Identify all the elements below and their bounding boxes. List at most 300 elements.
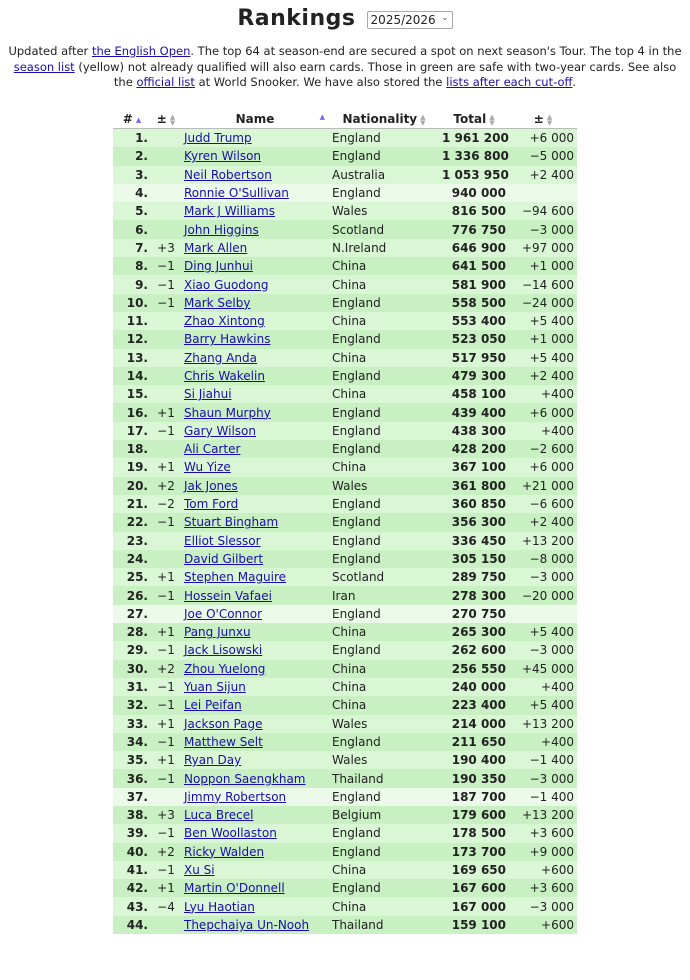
row-points-change: +6 000 — [529, 131, 574, 146]
player-link[interactable]: Elliot Slessor — [184, 533, 261, 548]
row-points-change-cell — [509, 769, 577, 787]
player-link[interactable]: Zhou Yuelong — [184, 661, 266, 676]
row-points-change: −3 000 — [529, 771, 574, 786]
row-nationality-cell — [329, 568, 439, 586]
table-row — [113, 715, 577, 733]
row-position-cell — [113, 788, 151, 806]
player-link[interactable]: Joe O'Connor — [184, 606, 263, 621]
row-player-name-cell — [181, 403, 329, 421]
row-movement: −1 — [157, 771, 175, 786]
table-header-row — [113, 110, 577, 129]
row-points-change-cell — [509, 696, 577, 714]
row-nationality: England — [332, 643, 381, 658]
row-movement-cell — [151, 843, 181, 861]
player-link[interactable]: Yuan Sijun — [184, 680, 246, 695]
row-nationality: England — [332, 423, 381, 438]
row-movement-cell — [151, 184, 181, 202]
column-header-diff[interactable] — [509, 110, 577, 129]
player-link[interactable]: Chris Wakelin — [184, 369, 265, 383]
table-row — [113, 678, 577, 696]
row-player-name-cell — [181, 861, 329, 879]
row-movement-cell — [151, 733, 181, 751]
row-position: 34. — [126, 734, 148, 749]
row-position-cell — [113, 294, 151, 312]
row-points-change: +6 000 — [529, 460, 574, 475]
official-list-link[interactable]: official list — [136, 75, 195, 89]
row-position: 43. — [126, 899, 148, 914]
row-points-change-cell — [509, 660, 577, 678]
row-total-points: 167 600 — [451, 881, 506, 896]
row-position: 29. — [126, 643, 148, 658]
row-nationality: China — [332, 625, 367, 640]
row-nationality-cell — [329, 495, 439, 513]
intro-text-part: . — [572, 75, 577, 89]
header-label: # — [122, 112, 133, 126]
row-position-cell — [113, 806, 151, 824]
header-label: ± — [156, 112, 167, 126]
row-position: 8. — [135, 259, 148, 274]
player-link[interactable]: Barry Hawkins — [184, 332, 271, 347]
intro-text-part: Updated after — [8, 44, 92, 58]
row-points-change: −14 600 — [521, 277, 574, 292]
row-movement: −1 — [157, 423, 175, 438]
row-points-change: +400 — [541, 423, 574, 438]
row-player-name-cell — [181, 751, 329, 769]
row-nationality: England — [332, 826, 381, 841]
row-position: 22. — [126, 515, 148, 530]
row-points-change: −2 600 — [529, 442, 574, 457]
season-list-link[interactable]: season list — [13, 59, 75, 74]
row-position-cell — [113, 623, 151, 641]
row-movement-cell — [151, 312, 181, 330]
row-position-cell — [113, 166, 151, 184]
row-total-points-cell — [439, 879, 509, 897]
row-total-points: 262 600 — [451, 643, 506, 658]
row-points-change-cell — [509, 532, 577, 550]
row-movement-cell — [151, 239, 181, 257]
row-movement: −1 — [157, 734, 175, 749]
row-position-cell — [113, 477, 151, 495]
row-nationality: England — [332, 186, 381, 201]
player-link[interactable]: Lyu Haotian — [184, 899, 255, 914]
row-points-change-cell — [509, 330, 577, 348]
row-player-name-cell — [181, 129, 329, 148]
row-nationality: China — [332, 387, 367, 402]
row-total-points-cell — [439, 477, 509, 495]
table-row — [113, 641, 577, 659]
row-points-change-cell — [509, 239, 577, 257]
row-player-name-cell — [181, 916, 329, 934]
row-player-name-cell — [181, 312, 329, 330]
row-points-change: +2 400 — [529, 369, 574, 383]
row-total-points-cell — [439, 385, 509, 403]
row-points-change-cell — [509, 440, 577, 458]
column-header-total[interactable] — [439, 110, 509, 129]
row-nationality-cell — [329, 129, 439, 148]
row-nationality: China — [332, 314, 367, 329]
row-total-points-cell — [439, 897, 509, 915]
row-position-cell — [113, 824, 151, 842]
sort-icon: ▲ ▼ — [546, 112, 553, 127]
row-movement-cell — [151, 715, 181, 733]
row-movement-cell — [151, 806, 181, 824]
row-player-name-cell — [181, 769, 329, 787]
row-points-change: −5 000 — [529, 149, 574, 164]
row-points-change-cell — [509, 202, 577, 220]
row-position-cell — [113, 147, 151, 165]
row-nationality: China — [332, 259, 367, 274]
row-nationality-cell — [329, 550, 439, 568]
table-row — [113, 861, 577, 879]
row-points-change-cell — [509, 166, 577, 184]
player-link[interactable]: Ryan Day — [184, 753, 242, 768]
row-points-change-cell — [509, 403, 577, 421]
player-link[interactable]: Zhang Anda — [184, 350, 258, 365]
row-nationality-cell — [329, 385, 439, 403]
row-points-change-cell — [509, 586, 577, 604]
season-select[interactable] — [367, 11, 453, 29]
row-position-cell — [113, 568, 151, 586]
row-points-change-cell — [509, 806, 577, 824]
table-row — [113, 513, 577, 531]
row-player-name-cell — [181, 513, 329, 531]
row-position-cell — [113, 312, 151, 330]
row-nationality: China — [332, 277, 367, 292]
row-position-cell — [113, 129, 151, 148]
row-nationality-cell — [329, 678, 439, 696]
row-points-change-cell — [509, 275, 577, 293]
table-row — [113, 550, 577, 568]
english-open-link[interactable]: the English Open — [91, 44, 191, 58]
column-header-position[interactable] — [113, 110, 151, 129]
row-movement-cell — [151, 294, 181, 312]
row-total-points-cell — [439, 715, 509, 733]
row-nationality: N.Ireland — [332, 240, 387, 255]
row-total-points-cell — [439, 788, 509, 806]
player-link[interactable]: Xiao Guodong — [184, 277, 269, 292]
player-link[interactable]: Pang Junxu — [184, 625, 251, 640]
row-points-change: +600 — [541, 863, 574, 878]
row-player-name-cell — [181, 605, 329, 623]
row-player-name-cell — [181, 879, 329, 897]
row-movement: −4 — [157, 899, 175, 914]
row-player-name-cell — [181, 257, 329, 275]
row-total-points-cell — [439, 678, 509, 696]
row-player-name-cell — [181, 294, 329, 312]
row-player-name-cell — [181, 458, 329, 476]
row-total-points-cell — [439, 257, 509, 275]
cutoff-lists-link[interactable]: lists after each cut-off — [446, 75, 573, 89]
row-total-points-cell — [439, 184, 509, 202]
table-row — [113, 477, 577, 495]
row-position-cell — [113, 751, 151, 769]
row-movement: −1 — [157, 863, 175, 878]
row-player-name-cell — [181, 330, 329, 348]
row-movement: +3 — [157, 240, 175, 255]
table-row — [113, 294, 577, 312]
row-nationality-cell — [329, 513, 439, 531]
sort-icon: ▲ ▼ — [420, 112, 426, 127]
row-points-change: +9 000 — [529, 844, 574, 859]
row-total-points-cell — [439, 861, 509, 879]
row-position: 38. — [126, 808, 148, 823]
row-movement-cell — [151, 166, 181, 184]
row-points-change: +2 400 — [529, 515, 574, 530]
watermark-overlay — [298, 958, 408, 972]
column-header-move[interactable] — [151, 110, 181, 129]
row-points-change-cell — [509, 715, 577, 733]
player-link[interactable]: Si Jiahui — [184, 387, 232, 402]
row-position: 11. — [126, 314, 148, 329]
row-position: 24. — [126, 551, 148, 566]
player-link[interactable]: Matthew Selt — [184, 734, 263, 749]
row-position: 36. — [126, 771, 148, 786]
column-header-name[interactable] — [181, 110, 329, 129]
player-link[interactable]: Jimmy Robertson — [184, 789, 287, 804]
row-nationality-cell — [329, 879, 439, 897]
row-player-name-cell — [181, 660, 329, 678]
row-nationality: Wales — [332, 478, 368, 493]
row-player-name-cell — [181, 239, 329, 257]
row-movement: +1 — [157, 881, 175, 896]
row-movement-cell — [151, 678, 181, 696]
table-row — [113, 769, 577, 787]
row-nationality: Belgium — [332, 808, 382, 823]
row-total-points: 367 100 — [451, 460, 506, 475]
row-nationality-cell — [329, 696, 439, 714]
row-position: 39. — [126, 826, 148, 841]
row-nationality-cell — [329, 403, 439, 421]
intro-text-part: (yellow) not already qualified will also earn cards. Those in green are safe with two-year cards. See also the — [74, 59, 677, 89]
row-position: 19. — [126, 460, 148, 475]
row-total-points-cell — [439, 623, 509, 641]
row-position: 1. — [135, 131, 148, 146]
table-row — [113, 916, 577, 934]
row-nationality-cell — [329, 586, 439, 604]
row-movement: +1 — [157, 716, 175, 731]
row-nationality: England — [332, 332, 381, 347]
row-nationality-cell — [329, 458, 439, 476]
player-link[interactable]: Jackson Page — [184, 716, 263, 731]
row-points-change: +5 400 — [529, 350, 574, 365]
table-body — [113, 129, 577, 935]
row-total-points-cell — [439, 843, 509, 861]
row-points-change: +1 000 — [529, 332, 574, 347]
row-points-change-cell — [509, 458, 577, 476]
row-movement-cell — [151, 275, 181, 293]
row-position-cell — [113, 349, 151, 367]
row-position: 5. — [135, 204, 148, 219]
row-total-points: 214 000 — [451, 716, 506, 731]
sort-asc-icon: ▲ — [319, 113, 325, 121]
player-link[interactable]: David Gilbert — [184, 551, 264, 566]
row-nationality: England — [332, 734, 381, 749]
row-points-change-cell — [509, 312, 577, 330]
player-link[interactable]: Stuart Bingham — [184, 515, 279, 530]
player-link[interactable]: Ali Carter — [184, 442, 241, 457]
row-position-cell — [113, 403, 151, 421]
player-link[interactable]: Jack Lisowski — [184, 643, 263, 658]
table-row — [113, 843, 577, 861]
column-header-nationality[interactable] — [329, 110, 439, 129]
row-position: 20. — [126, 478, 148, 493]
table-row — [113, 275, 577, 293]
player-link[interactable]: Lei Peifan — [184, 698, 242, 713]
row-position: 7. — [135, 240, 148, 255]
row-points-change: −3 000 — [529, 643, 574, 658]
row-nationality: England — [332, 295, 381, 310]
row-points-change: +45 000 — [521, 661, 574, 676]
row-total-points: 776 750 — [451, 222, 506, 237]
row-total-points: 479 300 — [451, 369, 506, 383]
row-movement: +1 — [157, 570, 175, 585]
row-nationality: England — [332, 551, 381, 566]
player-link[interactable]: Hossein Vafaei — [184, 588, 272, 603]
row-nationality-cell — [329, 257, 439, 275]
sort-asc-icon: ▲ — [135, 115, 142, 124]
row-points-change-cell — [509, 641, 577, 659]
player-link[interactable]: Ben Woollaston — [184, 826, 277, 841]
row-points-change: +13 200 — [521, 716, 574, 731]
player-link[interactable]: Tom Ford — [184, 497, 239, 512]
row-points-change-cell — [509, 220, 577, 238]
row-position-cell — [113, 220, 151, 238]
table-row — [113, 660, 577, 678]
player-link[interactable]: Stephen Maguire — [184, 570, 287, 585]
player-link[interactable]: Mark J Williams — [184, 204, 275, 219]
row-movement: −1 — [157, 259, 175, 274]
row-movement-cell — [151, 129, 181, 148]
row-position: 3. — [135, 167, 148, 182]
table-row — [113, 495, 577, 513]
row-total-points-cell — [439, 129, 509, 148]
row-nationality: England — [332, 515, 381, 530]
row-position-cell — [113, 550, 151, 568]
row-movement: −2 — [157, 497, 175, 512]
row-nationality-cell — [329, 788, 439, 806]
row-nationality-cell — [329, 897, 439, 915]
row-nationality: Wales — [332, 204, 368, 219]
player-link[interactable]: Jak Jones — [184, 478, 238, 493]
row-position: 40. — [126, 844, 148, 859]
row-nationality: China — [332, 680, 367, 695]
row-position-cell — [113, 897, 151, 915]
player-link[interactable]: John Higgins — [184, 222, 259, 237]
row-total-points: 167 000 — [451, 899, 506, 914]
player-link[interactable]: Luca Brecel — [184, 808, 254, 823]
row-total-points: 211 650 — [451, 734, 506, 749]
intro-text-part: . The top 64 at season-end are secured a spot on next season's Tour. The top 4 in the — [190, 44, 682, 58]
row-total-points: 223 400 — [451, 698, 506, 713]
row-position-cell — [113, 879, 151, 897]
player-link[interactable]: Ronnie O'Sullivan — [184, 186, 289, 201]
player-link[interactable]: Zhao Xintong — [184, 314, 265, 329]
row-total-points-cell — [439, 166, 509, 184]
row-total-points: 428 200 — [451, 442, 506, 457]
row-points-change: +400 — [541, 734, 574, 749]
row-total-points-cell — [439, 550, 509, 568]
row-player-name-cell — [181, 623, 329, 641]
player-link[interactable]: Ricky Walden — [184, 844, 265, 859]
row-movement: −1 — [157, 295, 175, 310]
player-link[interactable]: Noppon Saengkham — [184, 771, 306, 786]
row-player-name-cell — [181, 477, 329, 495]
row-nationality-cell — [329, 239, 439, 257]
row-total-points-cell — [439, 824, 509, 842]
header-label: ± — [533, 112, 544, 126]
row-nationality-cell — [329, 330, 439, 348]
player-link[interactable]: Thepchaiya Un-Nooh — [184, 917, 310, 932]
player-link[interactable]: Mark Allen — [184, 240, 248, 255]
row-position-cell — [113, 733, 151, 751]
row-points-change-cell — [509, 513, 577, 531]
row-position-cell — [113, 275, 151, 293]
player-link[interactable]: Kyren Wilson — [184, 149, 262, 164]
row-player-name-cell — [181, 715, 329, 733]
row-nationality-cell — [329, 184, 439, 202]
row-position: 25. — [126, 570, 148, 585]
row-total-points: 356 300 — [451, 515, 506, 530]
row-points-change: −20 000 — [521, 588, 574, 603]
row-movement: +3 — [157, 808, 175, 823]
row-total-points: 1 336 800 — [442, 149, 509, 164]
row-points-change-cell — [509, 897, 577, 915]
row-nationality: Iran — [332, 588, 356, 603]
table-row — [113, 623, 577, 641]
row-nationality: England — [332, 789, 381, 804]
row-position-cell — [113, 513, 151, 531]
row-position-cell — [113, 843, 151, 861]
player-link[interactable]: Xu Si — [184, 863, 215, 878]
row-total-points-cell — [439, 367, 509, 385]
row-nationality-cell — [329, 605, 439, 623]
row-points-change-cell — [509, 349, 577, 367]
player-link[interactable]: Ding Junhui — [184, 259, 253, 274]
row-player-name-cell — [181, 495, 329, 513]
row-points-change-cell — [509, 294, 577, 312]
row-points-change: −3 000 — [529, 570, 574, 585]
table-row — [113, 202, 577, 220]
player-link[interactable]: Wu Yize — [184, 460, 231, 475]
row-movement-cell — [151, 641, 181, 659]
player-link[interactable]: Neil Robertson — [184, 167, 272, 182]
row-points-change-cell — [509, 879, 577, 897]
player-link[interactable]: Gary Wilson — [184, 423, 256, 438]
row-player-name-cell — [181, 385, 329, 403]
row-total-points: 1 053 950 — [442, 167, 509, 182]
row-points-change-cell — [509, 495, 577, 513]
player-link[interactable]: Shaun Murphy — [184, 405, 271, 420]
player-link[interactable]: Martin O'Donnell — [184, 881, 285, 896]
row-nationality: England — [332, 131, 381, 146]
row-movement-cell — [151, 477, 181, 495]
row-points-change-cell — [509, 367, 577, 385]
row-nationality-cell — [329, 715, 439, 733]
row-movement-cell — [151, 696, 181, 714]
table-row — [113, 220, 577, 238]
player-link[interactable]: Judd Trump — [184, 131, 252, 146]
header-label: Total — [453, 112, 487, 126]
row-total-points: 256 550 — [451, 661, 506, 676]
row-total-points: 558 500 — [451, 295, 506, 310]
row-total-points-cell — [439, 275, 509, 293]
row-points-change: +13 200 — [521, 533, 574, 548]
table-row — [113, 788, 577, 806]
player-link[interactable]: Mark Selby — [184, 295, 251, 310]
row-points-change-cell — [509, 751, 577, 769]
row-total-points-cell — [439, 660, 509, 678]
row-movement-cell — [151, 824, 181, 842]
